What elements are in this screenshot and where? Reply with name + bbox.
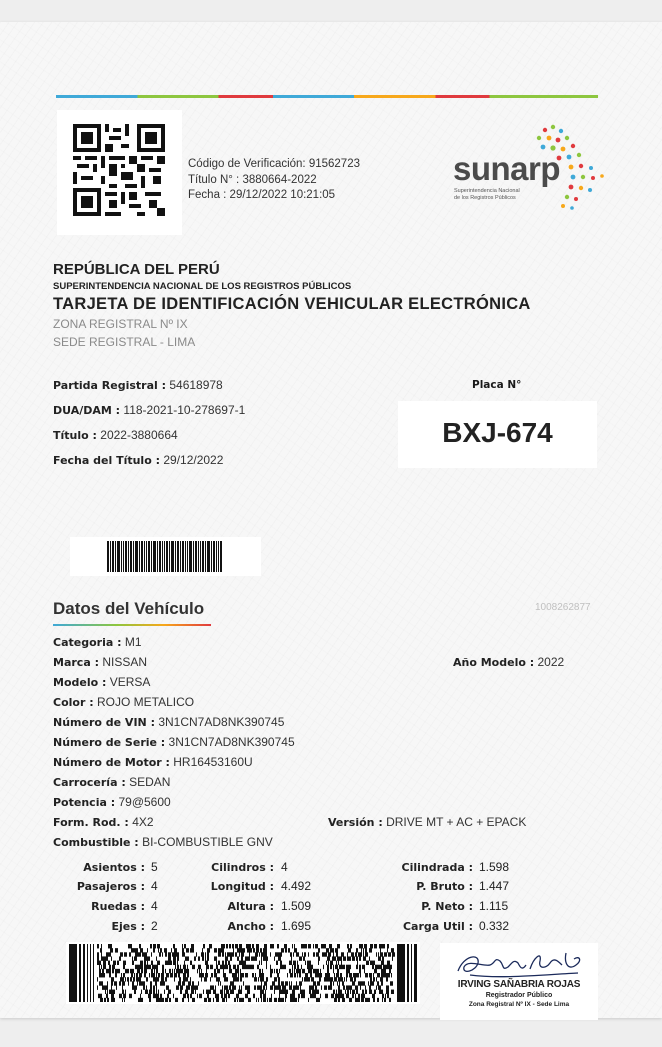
value-version: DRIVE MT + AC + EPACK: [386, 815, 527, 829]
spec-ejes-label: [40, 919, 145, 933]
field-vin: [53, 715, 284, 729]
label-pneto: P. Neto :: [421, 900, 473, 913]
spec-ruedas-label: [40, 899, 145, 913]
spec-cilindros-value: 4: [281, 860, 288, 874]
logo-subtitle: [454, 188, 520, 201]
label-marca: Marca :: [53, 656, 99, 669]
spec-longitud-value: 4.492: [281, 879, 312, 893]
barcode-icon: [107, 541, 223, 572]
pdf417-barcode-icon: [69, 944, 417, 1002]
label-longitud: Longitud :: [210, 880, 274, 893]
label-ruedas: Ruedas :: [91, 900, 145, 913]
value-dua: 118-2021-10-278697-1: [123, 403, 246, 417]
field-marca: [53, 655, 147, 669]
label-altura: Altura :: [227, 900, 274, 913]
value-combustible: BI-COMBUSTIBLE GNV: [142, 835, 273, 849]
value-formrod: 4X2: [132, 815, 154, 829]
vehicle-id-card: [0, 22, 662, 1018]
spec-cilindrada-value: 1.598: [479, 860, 510, 874]
value-color: ROJO METALICO: [96, 695, 195, 709]
small-barcode: [70, 537, 261, 576]
serial-number: 1008262877: [535, 602, 591, 613]
field-motor: [53, 755, 253, 769]
placa-number: BXJ-674: [442, 417, 553, 448]
label-carroceria: Carrocería :: [53, 776, 126, 789]
pdf417-barcode: [66, 942, 420, 1004]
field-anio: [453, 655, 564, 669]
signature-icon: [450, 945, 590, 983]
logo-wordmark: sunarp: [453, 150, 561, 187]
field-partida: [53, 378, 223, 392]
field-titulo: [53, 428, 178, 442]
field-version: [328, 815, 526, 829]
label-cilindros: Cilindros :: [211, 861, 274, 874]
spec-altura-value: 1.509: [281, 899, 312, 913]
field-categoria: [53, 635, 142, 649]
signature-block: [440, 943, 598, 1020]
spec-pneto-label: [370, 899, 473, 913]
label-ancho: Ancho :: [227, 920, 274, 933]
signer-zone: Zona Registral Nº IX - Sede Lima: [468, 1001, 570, 1008]
label-motor: Número de Motor :: [53, 756, 170, 769]
spec-cilindrada-label: [370, 860, 473, 874]
logo-subtitle-line1: Superintendencia Nacional: [454, 188, 520, 194]
spec-cilindros-label: [185, 860, 274, 874]
spec-ejes-value: 2: [151, 919, 158, 933]
spec-ancho-value: 1.695: [281, 919, 312, 933]
value-marca: NISSAN: [102, 655, 147, 669]
spec-pbruto-label: [370, 879, 473, 893]
header-republica: REPÚBLICA DEL PERÚ: [53, 261, 220, 278]
placa-label: Placa N°: [472, 379, 522, 391]
label-color: Color :: [53, 696, 94, 709]
label-potencia: Potencia :: [53, 796, 116, 809]
spec-pasajeros-value: 4: [151, 879, 158, 893]
value-anio: 2022: [537, 655, 565, 669]
label-asientos: Asientos :: [83, 861, 145, 874]
field-modelo: [53, 675, 150, 689]
field-combustible: [53, 835, 273, 849]
value-carroceria: SEDAN: [129, 775, 171, 789]
field-dua: [53, 403, 245, 417]
placa-box: [398, 401, 597, 468]
label-anio: Año Modelo :: [453, 656, 535, 669]
spec-ruedas-value: 4: [151, 899, 158, 913]
qr-code-icon: [73, 124, 165, 216]
verification-title: Título N° : 3880664-2022: [188, 173, 317, 186]
field-fecha-titulo: [53, 453, 223, 467]
field-carroceria: [53, 775, 170, 789]
label-pasajeros: Pasajeros :: [76, 880, 145, 893]
label-formrod: Form. Rod. :: [53, 816, 129, 829]
label-partida: Partida Registral :: [53, 379, 166, 392]
label-fecha-titulo: Fecha del Título :: [53, 454, 160, 467]
value-potencia: 79@5600: [118, 795, 171, 809]
value-partida: 54618978: [169, 378, 223, 392]
label-cilindrada: Cilindrada :: [401, 861, 473, 874]
spec-carga-label: [370, 919, 473, 933]
header-tarjeta: TARJETA DE IDENTIFICACIÓN VEHICULAR ELECTRÓNICA: [53, 295, 531, 313]
value-fecha-titulo: 29/12/2022: [163, 453, 224, 467]
spec-pasajeros-label: [40, 879, 145, 893]
field-color: [53, 695, 194, 709]
spec-longitud-label: [185, 879, 274, 893]
signer-role: Registrador Público: [485, 992, 553, 999]
header-sede: SEDE REGISTRAL - LIMA: [53, 335, 196, 349]
verification-date: Fecha : 29/12/2022 10:21:05: [188, 189, 336, 201]
label-ejes: Ejes :: [111, 920, 145, 933]
top-color-stripe: [56, 95, 598, 98]
value-serie: 3N1CN7AD8NK390745: [168, 735, 295, 749]
spec-pbruto-value: 1.447: [479, 879, 510, 893]
label-dua: DUA/DAM :: [53, 404, 121, 417]
value-motor: HR16453160U: [173, 755, 253, 769]
field-potencia: [53, 795, 171, 809]
label-serie: Número de Serie :: [53, 736, 166, 749]
verification-code: Código de Verificación: 91562723: [188, 158, 360, 170]
value-categoria: M1: [124, 635, 142, 649]
spec-asientos-value: 5: [151, 860, 158, 874]
verification-block: [188, 157, 360, 204]
label-combustible: Combustible :: [53, 836, 139, 849]
logo-subtitle-line2: de los Registros Públicos: [454, 194, 516, 201]
value-modelo: VERSA: [109, 675, 151, 689]
label-modelo: Modelo :: [53, 676, 107, 689]
spec-pneto-value: 1.115: [479, 899, 509, 913]
value-vin: 3N1CN7AD8NK390745: [158, 715, 285, 729]
label-titulo: Título :: [53, 429, 97, 442]
spec-asientos-label: [40, 860, 145, 874]
qr-code: [57, 110, 182, 235]
value-titulo: 2022-3880664: [100, 428, 178, 442]
label-pbruto: P. Bruto :: [416, 880, 473, 893]
spec-ancho-label: [185, 919, 274, 933]
section-underline: [53, 624, 211, 626]
signer-name: IRVING SAÑABRIA ROJAS: [457, 979, 581, 990]
section-title-datos: Datos del Vehículo: [53, 599, 205, 618]
sunarp-logo: [450, 122, 610, 217]
header-zona: ZONA REGISTRAL Nº IX: [53, 317, 188, 331]
label-carga: Carga Util :: [402, 920, 473, 933]
header-superintendencia: SUPERINTENDENCIA NACIONAL DE LOS REGISTROS PÚBLICOS: [53, 281, 352, 292]
field-formrod: [53, 815, 154, 829]
label-categoria: Categoria :: [53, 636, 122, 649]
label-version: Versión :: [328, 816, 383, 829]
label-vin: Número de VIN :: [53, 716, 155, 729]
field-serie: [53, 735, 295, 749]
spec-carga-value: 0.332: [479, 919, 510, 933]
spec-altura-label: [185, 899, 274, 913]
